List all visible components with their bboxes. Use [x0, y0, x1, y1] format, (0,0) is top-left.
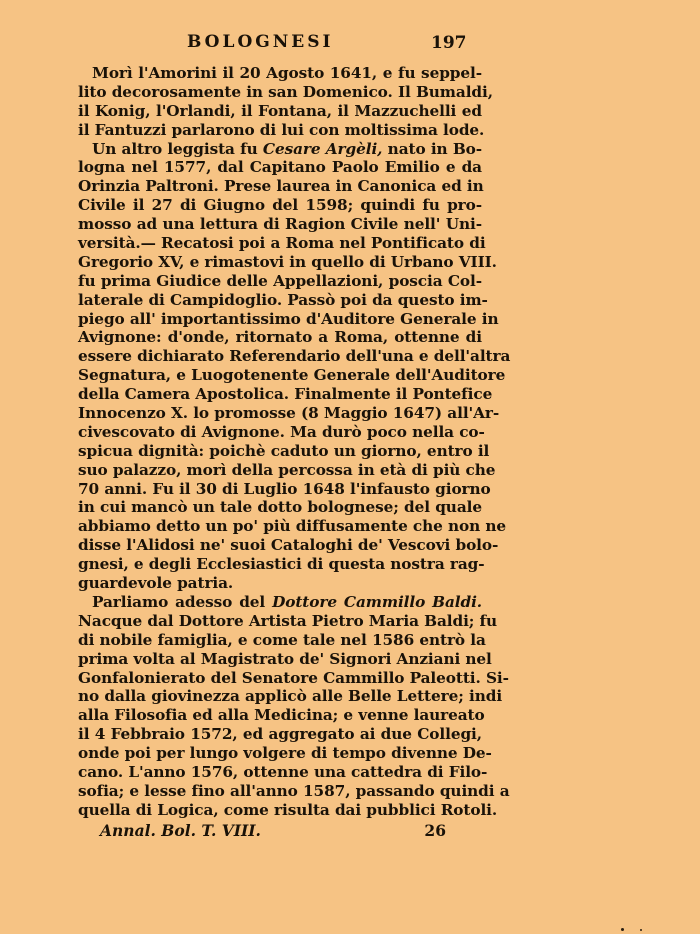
text-line: Gonfalonierato del Senatore Cammillo Paleotti. Si-	[78, 668, 509, 687]
text-line: no dalla giovinezza applicò alle Belle Lettere; indi	[78, 687, 503, 706]
text-line: Innocenzo X. lo promosse (8 Maggio 1647) all'Ar-	[78, 404, 500, 423]
text-line: 70 anni. Fu il 30 di Luglio 1648 l'infausto giorno	[78, 479, 491, 498]
text-line	[78, 593, 482, 612]
text-line: gnesi, e degli Ecclesiastici di questa nostra rag-	[78, 555, 485, 574]
text-line: Gregorio XV, e rimastovi in quello di Urbano VIII.	[78, 252, 497, 271]
italic-name: Dottore Cammillo Baldi.	[272, 592, 483, 611]
body-text	[78, 64, 511, 820]
paper-speck	[640, 929, 642, 931]
text-line: fu prima Giudice delle Appellazioni, poscia Col-	[78, 271, 482, 290]
text-segment: Parliamo adesso del	[92, 592, 273, 611]
text-line: civescovato di Avignone. Ma durò poco nella co-	[78, 422, 485, 441]
text-line	[78, 140, 482, 159]
text-line: in cui mancò un tale dotto bolognese; del quale	[78, 498, 482, 517]
paper-speck	[621, 928, 624, 931]
text-line: piego all' importantissimo d'Auditore Generale in	[78, 309, 499, 328]
text-line: abbiamo detto un po' più diffusamente che non ne	[78, 517, 507, 536]
text-line: il 4 Febbraio 1572, ed aggregato ai due Collegi,	[78, 725, 482, 744]
text-line: disse l'Alidosi ne' suoi Cataloghi de' Vescovi bolo-	[78, 536, 499, 555]
text-line: il Konig, l'Orlandi, il Fontana, il Mazzuchelli ed	[78, 101, 482, 120]
text-line: Avignone: d'onde, ritornato a Roma, ottenne di	[78, 328, 482, 347]
text-line: quella di Logica, come risulta dai pubblici Rotoli.	[78, 800, 498, 819]
text-line: prima volta al Magistrato de' Signori Anziani nel	[78, 649, 492, 668]
text-line: cano. L'anno 1576, ottenne una cattedra di Filo-	[78, 762, 488, 781]
text-line: Orinzia Paltroni. Prese laurea in Canonica ed in	[78, 177, 484, 196]
paragraph-amorini	[78, 64, 493, 140]
text-line: Civile il 27 di Giugno del 1598; quindi fu pro-	[78, 196, 482, 215]
printer-signature: Annal. Bol. T. VIII.	[100, 821, 261, 840]
running-title: BOLOGNESI	[187, 32, 334, 52]
text-line: essere dichiarato Referendario dell'una e dell'altra	[78, 347, 511, 366]
italic-name: Cesare Argèli,	[262, 139, 383, 158]
text-line: di nobile famiglia, e come tale nel 1586 entrò la	[78, 630, 486, 649]
text-segment: nato in Bo-	[382, 139, 483, 158]
footer	[100, 821, 446, 840]
text-line: laterale di Campidoglio. Passò poi da questo im-	[78, 290, 488, 309]
text-line: il Fantuzzi parlarono di lui con moltissima lode.	[78, 120, 485, 139]
text-line: alla Filosofia ed alla Medicina; e venne laureato	[78, 706, 485, 725]
text-line: guardevole patria.	[78, 574, 234, 593]
page-number: 197	[431, 33, 467, 53]
paragraph-baldi	[78, 592, 510, 820]
text-line: suo palazzo, morì della percossa in età di più che	[78, 460, 496, 479]
signature-number: 26	[424, 821, 446, 840]
text-line: spicua dignità: poichè caduto un giorno, entro il	[78, 441, 490, 460]
paragraph-argeli	[78, 139, 511, 593]
text-line: onde poi per lungo volgere di tempo divenne De-	[78, 744, 492, 763]
text-segment: Un altro leggista fu	[92, 139, 263, 158]
text-line: Morì l'Amorini il 20 Agosto 1641, e fu seppel-	[92, 64, 482, 82]
text-line: Segnatura, e Luogotenente Generale dell'Auditore	[78, 366, 506, 385]
text-line: della Camera Apostolica. Finalmente il Pontefice	[78, 385, 493, 404]
text-line: Nacque dal Dottore Artista Pietro Maria Baldi; fu	[78, 611, 498, 630]
text-line: mosso ad una lettura di Ragion Civile nell' Uni-	[78, 215, 482, 234]
text-line: versità.— Recatosi poi a Roma nel Pontificato di	[78, 234, 486, 253]
text-line: logna nel 1577, dal Capitano Paolo Emilio e da	[78, 158, 482, 177]
text-line: lito decorosamente in san Domenico. Il Bumaldi,	[78, 82, 493, 101]
text-line: sofia; e lesse fino all'anno 1587, passando quindi a	[78, 781, 510, 800]
